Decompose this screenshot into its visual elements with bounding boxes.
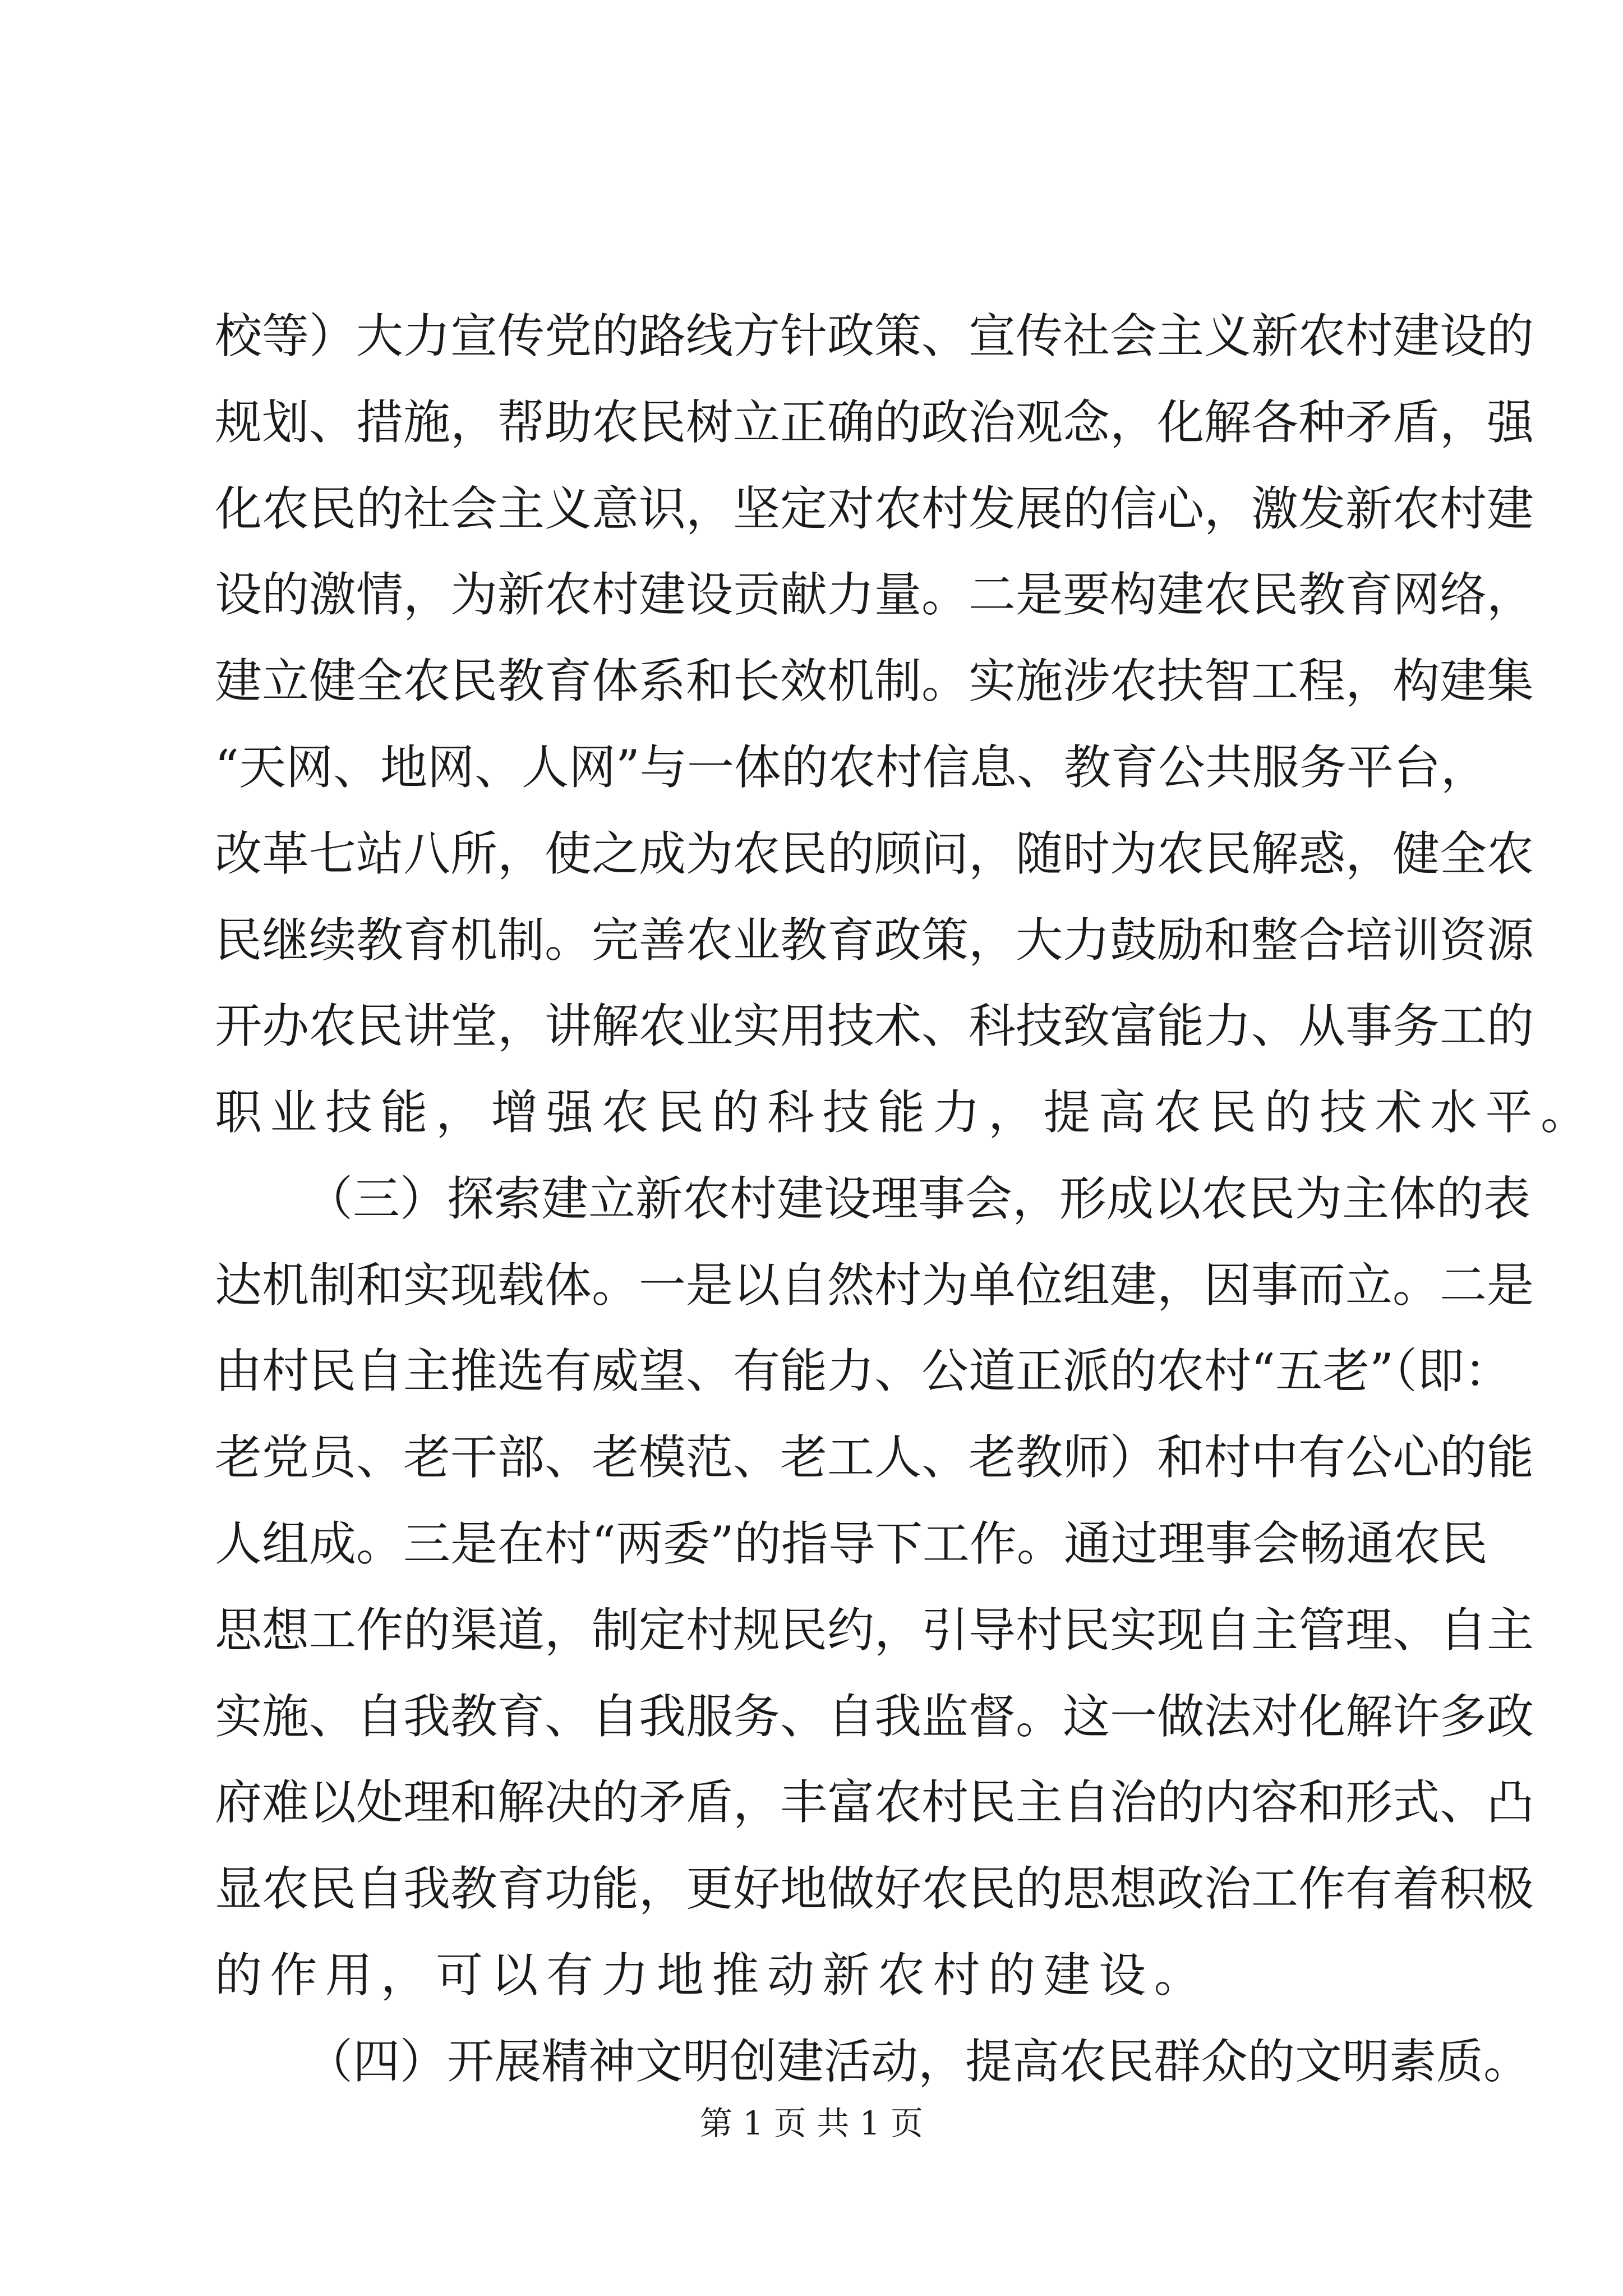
paragraph-line: “天网、地网、人网”与一体的农村信息、教育公共服务平台，	[215, 740, 1488, 795]
page-footer: 第 1 页 共 1 页	[700, 2104, 923, 2142]
paragraph-heading-line: （三）探索建立新农村建设理事会，形成以农民为主体的表	[306, 1171, 1531, 1226]
paragraph-line: 由村民自主推选有威望、有能力、公道正派的农村“五老”（即：	[215, 1343, 1511, 1398]
paragraph-line: 府难以处理和解决的矛盾，丰富农村民主自治的内容和形式、凸	[215, 1775, 1534, 1830]
paragraph-line: 人组成。三是在村“两委”的指导下工作。通过理事会畅通农民	[215, 1516, 1488, 1571]
paragraph-line: 规划、措施，帮助农民树立正确的政治观念，化解各种矛盾，强	[215, 395, 1534, 450]
paragraph-line: 老党员、老干部、老模范、老工人、老教师）和村中有公心的能	[215, 1430, 1534, 1485]
paragraph-line: 民继续教育机制。完善农业教育政策，大力鼓励和整合培训资源	[215, 913, 1534, 968]
paragraph-line: 的作用，可以有力地推动新农村的建设。	[215, 1948, 1210, 2003]
paragraph-line: 达机制和实现载体。一是以自然村为单位组建，因事而立。二是	[215, 1258, 1534, 1313]
paragraph-line: 化农民的社会主义意识，坚定对农村发展的信心，激发新农村建	[215, 481, 1534, 536]
paragraph-line: 开办农民讲堂，讲解农业实用技术、科技致富能力、从事务工的	[215, 999, 1534, 1053]
paragraph-line: 实施、自我教育、自我服务、自我监督。这一做法对化解许多政	[215, 1689, 1534, 1744]
paragraph-line: 建立健全农民教育体系和长效机制。实施涉农扶智工程，构建集	[215, 654, 1534, 708]
paragraph-heading-line: （四）开展精神文明创建活动，提高农民群众的文明素质。	[306, 2034, 1531, 2089]
paragraph-line: 改革七站八所，使之成为农民的顾问，随时为农民解惑，健全农	[215, 826, 1534, 881]
paragraph-line: 思想工作的渠道，制定村规民约，引导村民实现自主管理、自主	[215, 1603, 1534, 1658]
paragraph-line: 校等）大力宣传党的路线方针政策、宣传社会主义新农村建设的	[215, 309, 1534, 364]
paragraph-line: 设的激情，为新农村建设贡献力量。二是要构建农民教育网络，	[215, 567, 1534, 622]
paragraph-line: 职业技能，增强农民的科技能力，提高农民的技术水平。	[215, 1085, 1596, 1140]
paragraph-line: 显农民自我教育功能，更好地做好农民的思想政治工作有着积极	[215, 1861, 1534, 1916]
